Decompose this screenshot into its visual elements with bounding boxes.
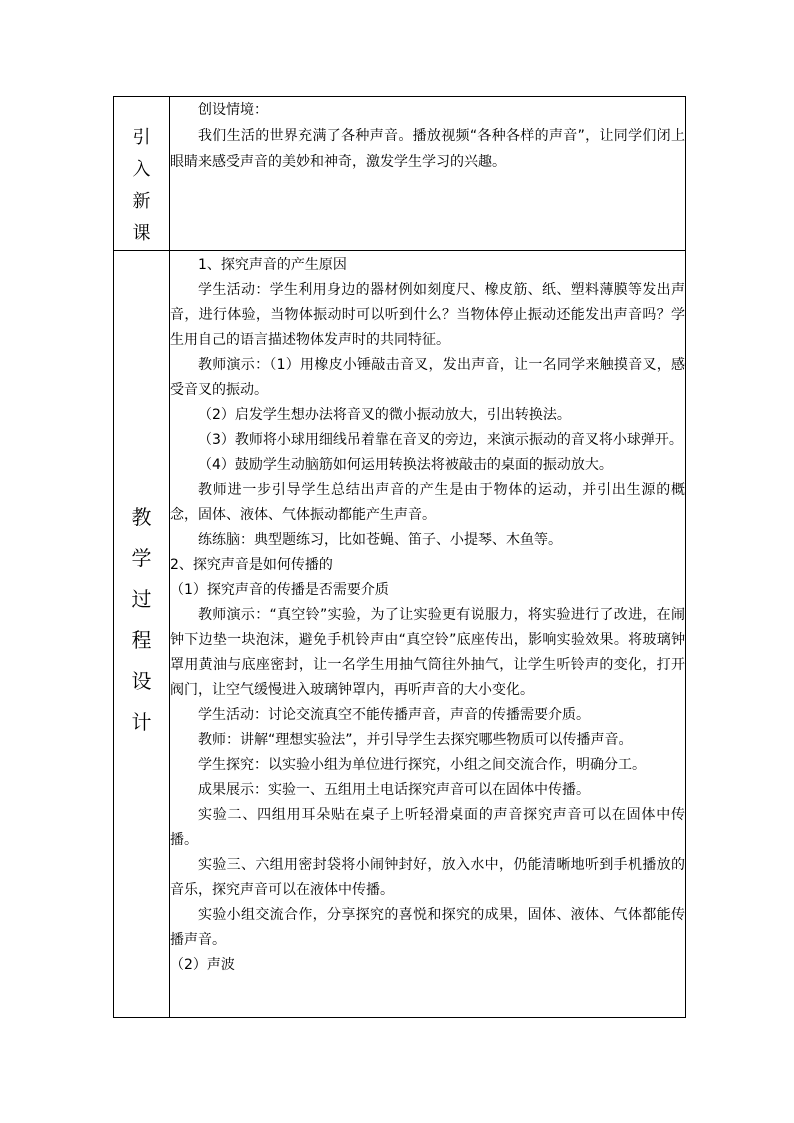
section-heading: 2、探究声音是如何传播的 [170, 557, 333, 573]
process-label-char: 程 [131, 628, 152, 652]
paragraph: 教师演示：“真空铃”实验，为了让实验更有说服力，将实验进行了改进，在闹钟下边垫一块泡沫，避免手机铃声由“真空铃”底座传出，影响实验效果。将玻璃钟罩用黄油与底座密封，让一名学生用抽气筒往外抽气，让学生听铃声的变化，打开阀门，让空气缓慢进入玻璃钟罩内，再听声音的大小变化。 [170, 607, 685, 698]
subsection-heading: （2）声波 [170, 957, 235, 973]
paragraph: 练练脑：典型题练习，比如苍蝇、笛子、小提琴、木鱼等。 [198, 532, 562, 548]
process-label-char: 学 [131, 546, 152, 570]
process-label-char: 计 [131, 710, 152, 734]
paragraph: 实验二、四组用耳朵贴在桌子上听轻滑桌面的声音探究声音可以在固体中传播。 [170, 807, 685, 848]
intro-heading: 创设情境： [198, 102, 268, 118]
paragraph: 教师进一步引导学生总结出声音的产生是由于物体的运动，并引出生源的概念，固体、液体、气体振动都能产生声音。 [170, 482, 685, 523]
process-label-char: 教 [131, 505, 152, 529]
paragraph: 教师演示：（1）用橡皮小锤敲击音叉，发出声音，让一名同学来触摸音叉，感受音叉的振动。 [170, 357, 685, 398]
intro-label-char: 入 [132, 159, 151, 180]
paragraph: 学生探究：以实验小组为单位进行探究，小组之间交流合作，明确分工。 [198, 757, 646, 773]
paragraph: 教师：讲解“理想实验法”，并引导学生去探究哪些物质可以传播声音。 [198, 732, 633, 748]
intro-label-char: 引 [132, 127, 151, 148]
paragraph: （3）教师将小球用细线吊着靠在音叉的旁边，来演示振动的音叉将小球弹开。 [198, 432, 683, 448]
intro-label-char: 课 [132, 223, 151, 244]
paragraph: （4）鼓励学生动脑筋如何运用转换法将被敲击的桌面的振动放大。 [198, 457, 613, 473]
paragraph: 成果展示：实验一、五组用土电话探究声音可以在固体中传播。 [198, 782, 590, 798]
section-heading: 1、探究声音的产生原因 [198, 257, 347, 273]
paragraph: 学生活动：学生利用身边的器材例如刻度尺、橡皮筋、纸、塑料薄膜等发出声音，进行体验，当物体振动时可以听到什么？当物体停止振动还能发出声音吗？学生用自己的语言描述物体发声时的共同特征。 [170, 282, 685, 348]
intro-content-cell [170, 97, 686, 251]
process-label-cell [114, 251, 170, 1018]
lesson-plan-table [113, 96, 686, 1018]
intro-text: 我们生活的世界充满了各种声音。播放视频“各种各样的声音”，让同学们闭上眼睛来感受声音的美妙和神奇，激发学生学习的兴趣。 [170, 128, 685, 170]
intro-label-cell [114, 97, 170, 251]
intro-label-char: 新 [132, 191, 151, 212]
intro-label [114, 97, 169, 250]
process-row [114, 251, 686, 1018]
paragraph: 实验小组交流合作，分享探究的喜悦和探究的成果，固体、液体、气体都能传播声音。 [170, 907, 685, 948]
process-content-cell [170, 251, 686, 1018]
process-label-char: 设 [131, 669, 152, 693]
process-label [114, 251, 169, 743]
paragraph: 学生活动：讨论交流真空不能传播声音，声音的传播需要介质。 [198, 707, 590, 723]
process-label-char: 过 [131, 587, 152, 611]
subsection-heading: （1）探究声音的传播是否需要介质 [170, 582, 389, 598]
paragraph: （2）启发学生想办法将音叉的微小振动放大，引出转换法。 [198, 407, 571, 423]
intro-row [114, 97, 686, 251]
paragraph: 实验三、六组用密封袋将小闹钟封好，放入水中，仍能清晰地听到手机播放的音乐，探究声音可以在液体中传播。 [170, 857, 685, 898]
